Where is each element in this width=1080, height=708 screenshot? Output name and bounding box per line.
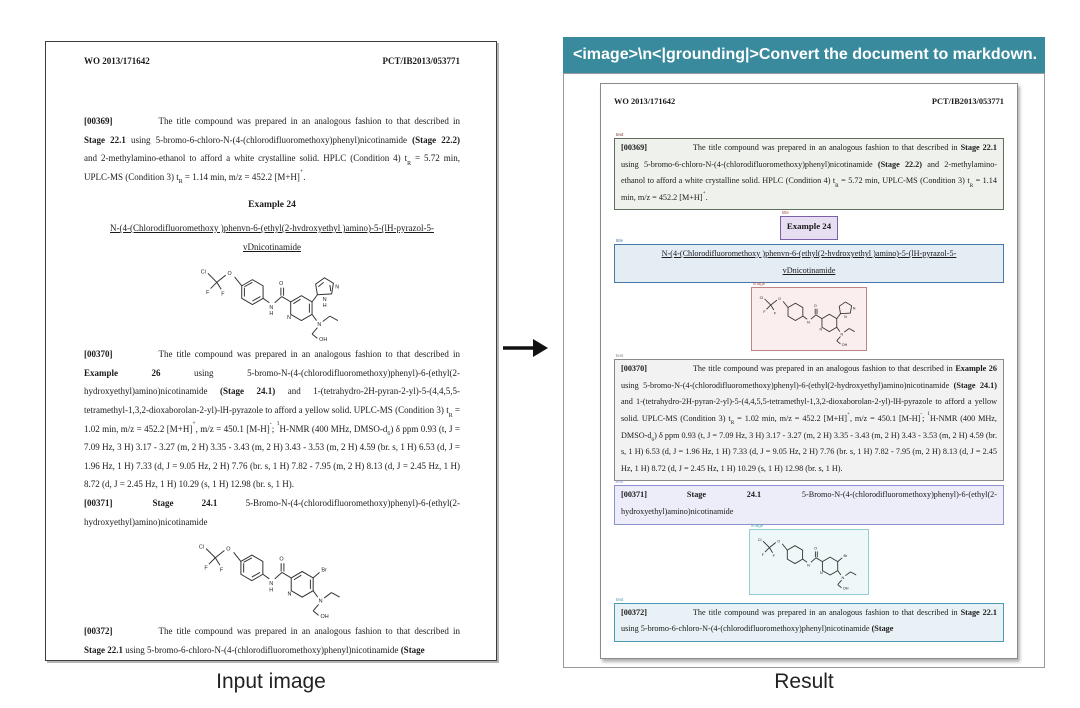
grounding-tag: title (781, 210, 789, 216)
paragraph-label: [00370] (621, 364, 647, 374)
grounding-box-paragraph-00372: text [00372] The title compound was prepared in an analogous fashion to that described in Stage 22.1 using 5-bromo-6-chloro-N-(4-(chlorodifluoromethoxy)phenyl)nicotinamide (Stage (614, 603, 1004, 642)
atom-label: N (807, 320, 810, 325)
paragraph-label: [00372] (84, 626, 113, 637)
compound-title-line1: N-(4-(Chlorodifluoromethoxy )phenvn-6-(ethyl(2-hvdroxyethyl )amino)-5-(lH-pyrazol-5- (661, 248, 957, 258)
paragraph-00369: [00369] The title compound was prepared in an analogous fashion to that described in Stage 22.1 using 5-bromo-6-chloro-N-(4-(chlorodifluoromethoxy)phenyl)nicotinamide (Stage 22.2) and 2-methylamino-ethanol to afford a white crystalline solid. HPLC (Condition 4) $t_R = 5.72$ min, UPLC-MS (Condition 3) $t_R = 1.14$ min, m/z = 452.2 [M+H]+. (84, 116, 460, 186)
atom-label: N (819, 570, 823, 575)
atom-label: OH (841, 342, 848, 347)
input-document-page (45, 41, 497, 661)
compound-title-line2: vDnicotinamide (782, 265, 836, 275)
paragraph-label: [00370] (84, 349, 113, 360)
atom-label: O (777, 538, 781, 543)
pct-number: PCT/IB2013/053771 (382, 56, 460, 66)
atom-label: F (204, 565, 208, 572)
paragraph-label: [00371] (84, 497, 113, 508)
atom-label: N (841, 575, 845, 580)
atom-label: Br (321, 567, 327, 574)
atom-label: O (279, 281, 284, 288)
grounding-box-paragraph-00369: text [00369] The title compound was prepared in an analogous fashion to that described in Stage 22.1 using 5-bromo-6-chloro-N-(4-(chlorodifluoromethoxy)phenyl)nicotinamide (Stage 22.2) and 2-methylamino-ethanol to afford a white crystalline solid. HPLC (Condition 4) $t_R = 5.72$ min, UPLC-MS (Condition 3) $t_R = 1.14$ min, m/z = 452.2 [M+H]+. (614, 138, 1004, 210)
grounding-tag: text (616, 479, 624, 485)
atom-label: O (814, 546, 818, 551)
atom-label: H (269, 587, 274, 594)
grounding-box-paragraph-00370: text [00370] The title compound was prepared in an analogous fashion to that described in Example 26 using 5-bromo-N-(4-(chlorodifluoromethoxy)phenyl)-6-(ethyl(2-hydroxyethyl)amino)nicotinamide (Stage 24.1) and 1-(tetrahydro-2H-pyran-2-yl)-5-(4,4,5,5-tetramethyl-1,3,2-dioxaborolan-2-yl)-lH-pyrazole to afford a yellow solid. UPLC-MS (Condition 3) $t_R = 1.02$ min, m/z = 452.2 [M+H]+, m/z = 450.1 [M-H]-; $^1$H-NMR (400 MHz, DMSO-$d_6$) δ ppm 0.93 (t, J = 7.09 Hz, 3 H) 3.17 - 3.27 (m, 2 H) 3.35 - 3.43 (m, 2 H) 3.43 - 3.53 (m, 2 H) 4.59 (br. s, 1 H) 6.53 (d, J = 1.96 Hz, 1 H) 7.33 (d, J = 9.05 Hz, 2 H) 7.76 (br. s, 1 H) 7.82 - 7.95 (m, 2 H) 8.13 (d, J = 2.45 Hz, 1 H) 8.72 (d, J = 2.45 Hz, 1 H) 10.29 (s, 1 H) 12.98 (br. s, 1 H). (614, 359, 1004, 481)
compound-title-line1: N-(4-(Chlorodifluoromethoxy )phenvn-6-(ethyl(2-hvdroxyethyl )amino)-5-(lH-pyrazol-5- (110, 222, 434, 233)
atom-label: N (807, 563, 810, 568)
atom-label: N (819, 327, 823, 332)
grounding-tag: image (753, 281, 766, 287)
atom-label: O (227, 271, 232, 278)
molecule-2-drawing (197, 534, 347, 620)
atom-label: F (773, 311, 777, 316)
paragraph-00370: [00370] The title compound was prepared in an analogous fashion to that described in Example 26 using 5-bromo-N-(4-(chlorodifluoromethoxy)phenyl)-6-(ethyl(2-hydroxyethyl)amino)nicotinamide (Stage 24.1) and 1-(tetrahydro-2H-pyran-2-yl)-5-(4,4,5,5-tetramethyl-1,3,2-dioxaborolan-2-yl)-lH-pyrazole to afford a yellow solid. UPLC-MS (Condition 3) $t_R = 1.02$ min, m/z = 452.2 [M+H]+, m/z = 450.1 [M-H]-; $^1$H-NMR (400 MHz, DMSO-$d_6$) δ ppm 0.93 (t, J = 7.09 Hz, 3 H) 3.17 - 3.27 (m, 2 H) 3.35 - 3.43 (m, 2 H) 3.43 - 3.53 (m, 2 H) 4.59 (br. s, 1 H) 6.53 (d, J = 1.96 Hz, 1 H) 7.33 (d, J = 9.05 Hz, 2 H) 7.76 (br. s, 1 H) 7.82 - 7.95 (m, 2 H) 8.13 (d, J = 2.45 Hz, 1 H) 8.72 (d, J = 2.45 Hz, 1 H) 10.29 (s, 1 H) 12.98 (br. s, 1 H). (84, 349, 461, 490)
atom-label: Cl (759, 296, 764, 301)
atom-label: OH (842, 586, 849, 591)
prompt-bar: <image>\n<|grounding|>Convert the document to markdown. (563, 37, 1045, 73)
paragraph-label: [00371] (621, 490, 647, 500)
right-arrow-icon (501, 337, 549, 359)
caption-result: Result (774, 670, 834, 693)
grounding-box-compound-title (614, 237, 1004, 283)
atom-label: F (761, 552, 765, 557)
atom-label: F (763, 310, 766, 315)
atom-label: Cl (200, 269, 206, 276)
atom-label: Cl (757, 537, 762, 542)
atom-label: OH (320, 614, 329, 621)
caption-input-image: Input image (216, 670, 326, 693)
grounding-box-structure-2 (749, 522, 869, 595)
molecule-1-drawing (199, 259, 345, 343)
atom-label: F (221, 291, 225, 298)
paragraph-label: [00369] (84, 116, 113, 126)
atom-label: N (287, 314, 291, 321)
atom-label: Cl (198, 544, 205, 551)
grounding-tag: text (616, 353, 624, 359)
atom-label: N (322, 297, 327, 304)
atom-label: N (844, 315, 847, 320)
atom-label: O (226, 546, 231, 553)
atom-label: N (269, 581, 274, 588)
molecule-2-drawing (756, 531, 862, 591)
atom-label: O (778, 297, 782, 302)
paragraph-00371: [00371] Stage 24.1 5-Bromo-N-(4-(chlorodifluoromethoxy)phenyl)-6-(ethyl(2-hydroxyethyl)amino)nicotinamide (84, 497, 460, 527)
compound-title-line2: vDnicotinamide (243, 241, 301, 252)
compound-title (621, 246, 997, 279)
pct-number: PCT/IB2013/053771 (931, 97, 1004, 106)
grounding-box-structure-1 (751, 281, 867, 351)
atom-label: H (322, 303, 327, 310)
patent-number: WO 2013/171642 (84, 56, 150, 66)
patent-number: WO 2013/171642 (614, 97, 676, 106)
result-outer-frame (563, 73, 1045, 668)
atom-label: OH (319, 337, 328, 344)
atom-label: N (318, 598, 323, 605)
example-heading: Example 24 (786, 221, 832, 232)
grounding-tag: text (616, 132, 624, 137)
grounding-box-paragraph-00371: text [00371] Stage 24.1 5-Bromo-N-(4-(chlorodifluoromethoxy)phenyl)-6-(ethyl(2-hydroxyethyl)amino)nicotinamide (614, 485, 1004, 524)
atom-label: F (772, 553, 775, 558)
atom-label: F (206, 290, 210, 297)
molecule-1-drawing (758, 289, 860, 347)
chemical-structure-2 (84, 534, 460, 620)
compound-title (84, 219, 460, 256)
example-heading: Example 24 (248, 200, 296, 211)
chemical-structure-1 (84, 259, 460, 343)
grounding-box-example-heading (780, 210, 838, 240)
atom-label: N (335, 284, 340, 291)
atom-label: N (287, 591, 292, 598)
atom-label: N (840, 332, 844, 337)
atom-label: H (269, 311, 274, 318)
atom-label: F (219, 567, 224, 574)
atom-label: Br (843, 553, 848, 558)
atom-label: O (813, 304, 817, 309)
paragraph-00372: [00372] The title compound was prepared in an analogous fashion to that described in Stage 22.1 using 5-bromo-6-chloro-N-(4-(chlorodifluoromethoxy)phenyl)nicotinamide (Stage (84, 626, 460, 655)
grounding-tag: text (616, 596, 624, 602)
atom-label: O (279, 556, 284, 563)
atom-label: N (269, 305, 274, 312)
paragraph-label: [00372] (621, 607, 647, 617)
result-document-page (600, 83, 1018, 659)
patent-header (614, 97, 1004, 106)
atom-label: N (317, 322, 322, 329)
grounding-tag: title (616, 237, 624, 243)
atom-label: N (852, 306, 856, 311)
grounding-tag: image (751, 522, 764, 528)
paragraph-label: [00369] (621, 143, 647, 152)
result-panel (563, 37, 1045, 668)
patent-header (84, 56, 460, 66)
